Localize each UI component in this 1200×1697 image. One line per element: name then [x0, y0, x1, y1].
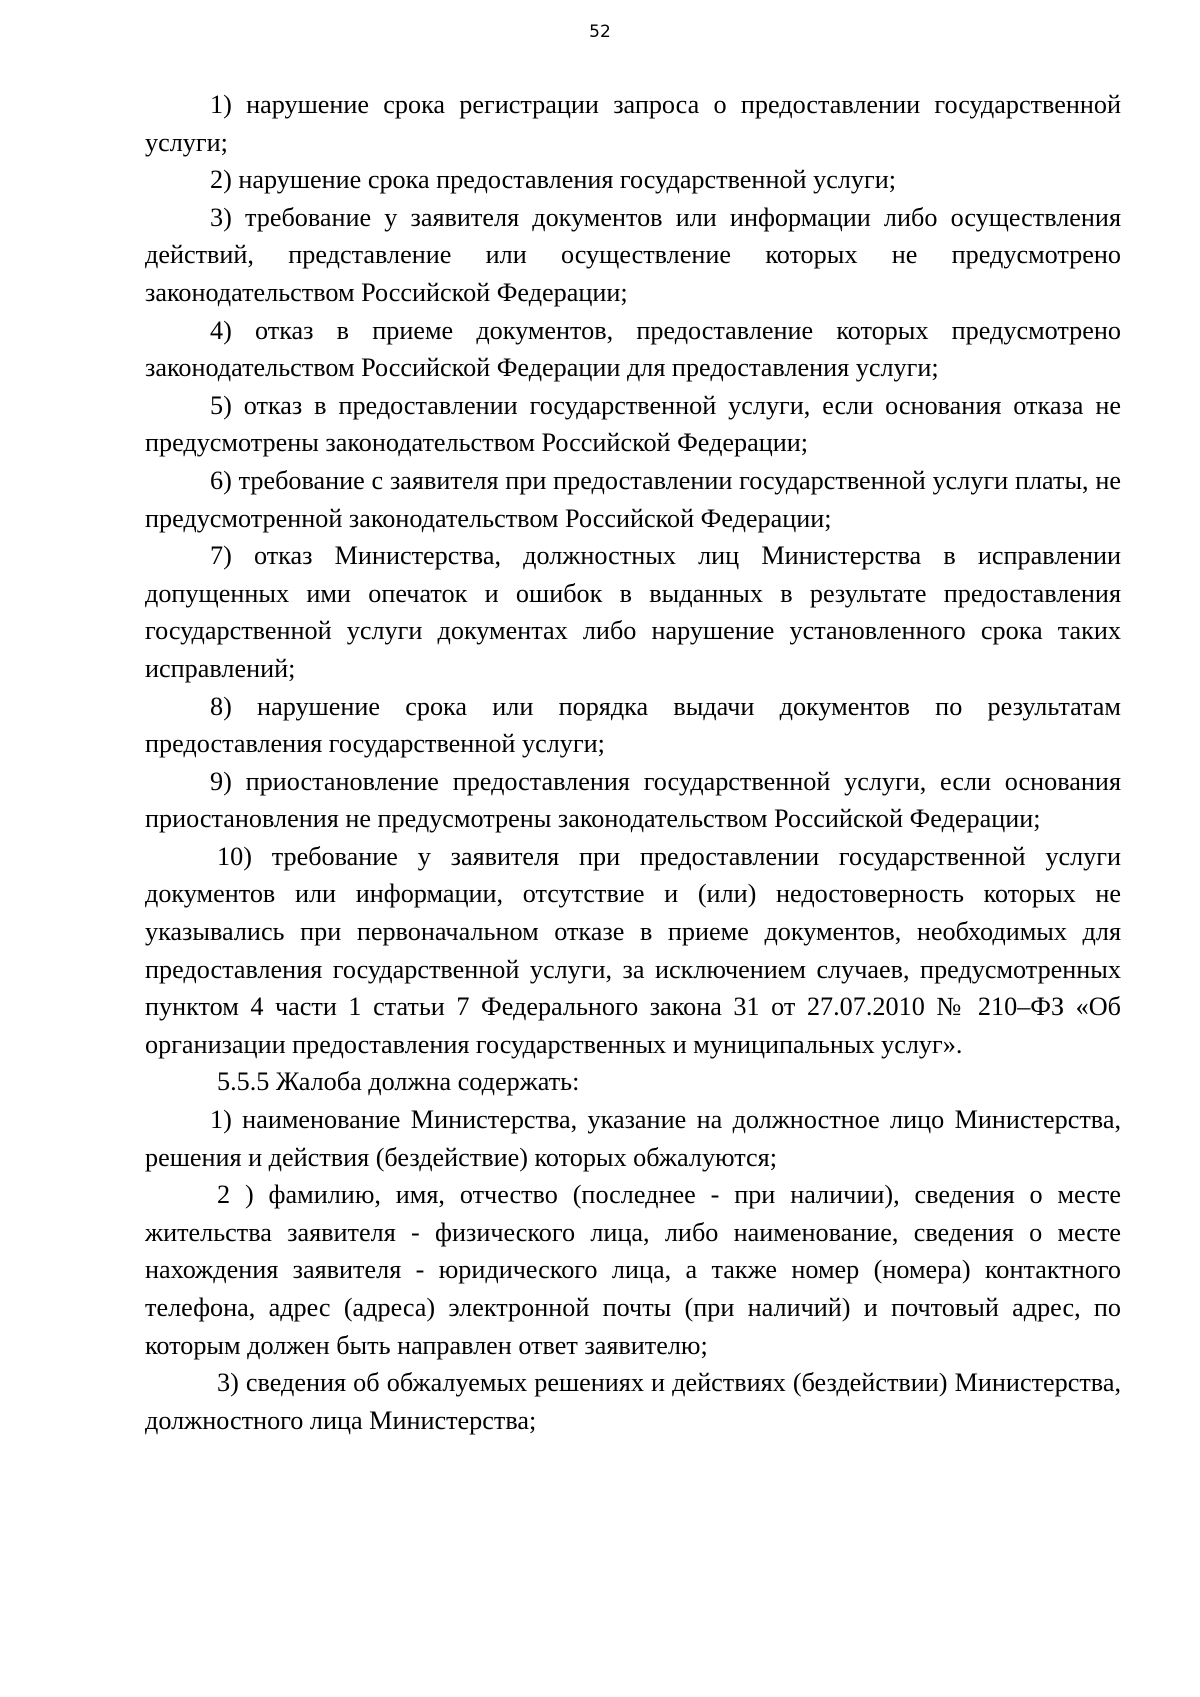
list-item-7: 7) отказ Министерства, должностных лиц Министерства в исправлении допущенных ими опечаток и ошибок в выданных в результате предоставления государственной услуги документах либо нарушение установленного срока таких исправлений;: [145, 541, 1121, 683]
document-body: [145, 86, 1121, 1439]
complaint-requirement-1: 1) наименование Министерства, указание на должностное лицо Министерства, решения и действия (бездействие) которых обжалуются;: [145, 1105, 1121, 1172]
section-heading-5-5-5: 5.5.5 Жалоба должна содержать:: [217, 1067, 580, 1097]
list-item-8: 8) нарушение срока или порядка выдачи документов по результатам предоставления государственной услуги;: [145, 691, 1121, 759]
list-item-4: 4) отказ в приеме документов, предоставление которых предусмотрено законодательством Российской Федерации для предоставления услуги;: [145, 315, 1121, 383]
list-item-2: 2) нарушение срока предоставления государственной услуги;: [210, 165, 897, 195]
list-item-10: 10) требование у заявителя при предоставлении государственной услуги документов или информации, отсутствие и (или) недостоверность которых не указывались при первоначальном отказе в приеме документов, необходимых для предоставления государственной услуги, за исключением случаев, предусмотренных пунктом 4 части 1 статьи 7 Федерального закона 31 от 27.07.2010 № 210–ФЗ «Об организации предоставления государственных и муниципальных услуг».: [145, 841, 1121, 1059]
list-item-6: 6) требование с заявителя при предоставлении государственной услуги платы, не предусмотренной законодательством Российской Федерации;: [145, 465, 1121, 533]
list-item-1: 1) нарушение срока регистрации запроса о предоставлении государственной услуги;: [145, 90, 1121, 157]
list-item-3: 3) требование у заявителя документов или информации либо осуществления действий, представление или осуществление которых не предусмотрено законодательством Российской Федерации;: [145, 202, 1121, 307]
list-item-5: 5) отказ в предоставлении государственной услуги, если основания отказа не предусмотрены законодательством Российской Федерации;: [145, 390, 1121, 458]
complaint-requirement-2: 2 ) фамилию, имя, отчество (последнее - при наличии), сведения о месте жительства заявителя - физического лица, либо наименование, сведения о месте нахождения заявителя - юридического лица, а также номер (номера) контактного телефона, адрес (адреса) электронной почты (при наличий) и почтовый адрес, по которым должен быть направлен ответ заявителю;: [145, 1180, 1121, 1360]
list-item-9: 9) приостановление предоставления государственной услуги, если основания приостановления не предусмотрены законодательством Российской Федерации;: [145, 766, 1121, 834]
page-number: 52: [589, 22, 611, 42]
complaint-requirement-3: 3) сведения об обжалуемых решениях и действиях (бездействии) Министерства, должностного лица Министерства;: [145, 1368, 1121, 1435]
